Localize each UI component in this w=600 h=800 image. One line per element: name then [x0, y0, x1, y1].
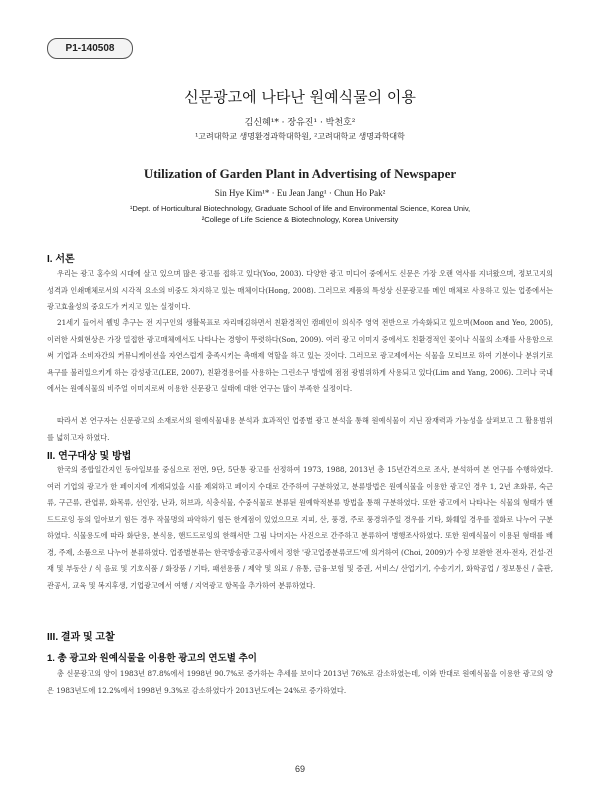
authors-english: Sin Hye Kim¹* · Eu Jean Jang¹ · Chun Ho Pak² — [214, 188, 386, 198]
affiliation-korean: ¹고려대학교 생명환경과학대학원, ²고려대학교 생명과학대학 — [195, 132, 405, 141]
abstract-id-badge: P1-140508 — [47, 38, 133, 59]
results-paragraph-1: 총 신문광고의 양이 1983년 87.8%에서 1998년 90.7%로 증가하는 추세를 보이다 2013년 76%로 감소하였는데, 이와 반대로 원예식물을 이용한 광고의 양은 1983년도에 12.2%에서 1998년 9.3%로 감소하였다가 2013년도에는 24%로 증가하였다. — [47, 669, 553, 695]
intro-paragraph-2: 21세기 들어서 웰빙 추구는 전 지구인의 생활목표로 자리매김하면서 친환경적인 캠페인이 의식주 영역 전반으로 가속화되고 있으며(Moon and Yeo, 2005), 이러한 사회현상은 가장 밀접한 광고매체에서도 나타나는 경향이 뚜렷하다(Son, 2009). 여러 광고 이미지 중에서도 친환경적인 꽃이나 식물의 소재를 사용함으로써 기업과 소비자간의 커뮤니케이션을 자연스럽게 충족시키는 촉매제 역할을 하고 있는 것이다. 그러므로 광고제에서는 식물을 모티브로 하여 기분이나 분위기로 욕구를 불러일으키게 하는 감성광고(LEE, 2007), 친환경용어를 사용하는 그린소구 방법에 점점 광범위하게 사용되고 있다(Lim and Yang, 2006). 그러나 국내에서는 원예식물의 비주얼 이미지로써 이용한 신문광고 실태에 대한 연구는 많이 부족한 실정이다. — [47, 318, 553, 393]
title-korean: 신문광고에 나타난 원예식물의 이용 — [184, 88, 416, 106]
authors-korean: 김신혜¹* · 장유진¹ · 박천호² — [244, 118, 356, 128]
section-heading-results: III. 결과 및 고찰 — [47, 632, 115, 643]
affiliation-english-1: ¹Dept. of Horticultural Biotechnology, Graduate School of life and Environmental Science, Korea Univ, — [129, 204, 471, 213]
methods-paragraph-1: 한국의 종합일간지인 동아일보를 중심으로 전면, 9단, 5단통 광고를 선정하여 1973, 1988, 2013년 총 15년간격으로 조사, 분석하여 본 연구를 수행하였다. 여러 기업의 광고가 한 페이지에 게재되었을 시를 제외하고 페이지 수대로 간주하여 구분하였고, 분류방법은 원예식물을 이용한 광고인 경우 1, 2년 초화류, 숙근류, 구근류, 관엽류, 화목류, 선인장, 난과, 허브과, 식충식물, 수중식물로 분류된 원예학적분류 방법을 통해 구분하였다. 또한 광고에서 나타나는 식물의 형태가 핸드드로잉 등의 일아보기 힘든 경우 작물명의 파악하기 힘든 한계점이 있었으므로 지피, 산, 풍경, 주로 풍경위주일 경우를 기타, 화훼일 경우를 절화로 나누어 구분하였다. 식물용도에 따라 화단용, 분식용, 핸드드로잉의 한해서만 그림 나머지는 사진으로 간주하고 분류하여 병행조사하였다. 또한 원예식물이 이용된 형태를 배경, 주제, 소품으로 나누어 분류하였다. 업종별분류는 한국방송광고공사에서 정한 '광고업종분류코드'에 의거하여 (Choi, 2009)가 수정 보완한 전자·전자, 건설·건재 및 부동산 / 식 음료 및 기호식품 / 화장품 / 기타, 패션용품 / 제약 및 의료 / 유통, 금융·보험 및 증권, 서비스/ 산업기기, 수송기기, 화학공업 / 정보통신 / 출판, 관공서, 교육 및 복지후생, 기업광고에서 여행 / 지역광고 항목을 추가하여 분류하였다. — [47, 465, 553, 590]
results-subheading-1: 1. 총 광고와 원예식물을 이용한 광고의 연도별 추이 — [47, 653, 257, 664]
page-number: 69 — [294, 764, 305, 774]
title-english: Utilization of Garden Plant in Advertising of Newspaper — [143, 166, 457, 181]
section-heading-intro: I. 서론 — [47, 254, 75, 265]
intro-paragraph-3: 따라서 본 연구자는 신문광고의 소재로서의 원예식물내용 분석과 효과적인 업종별 광고 분석을 통해 원예식물이 지닌 잠재력과 가능성을 살펴보고 그 활용범위를 넓히고자 하였다. — [47, 416, 553, 442]
intro-paragraph-1: 우리는 광고 홍수의 시대에 살고 있으며 많은 광고를 접하고 있다(Yoo, 2003). 다양한 광고 미디어 중에서도 신문은 가장 오랜 역사를 지녀왔으며, 정보고지의 성격과 인쇄매체로서의 시각적 요소의 비중도 차지하고 있는 매체이다(Hong, 2008). 그러므로 제품의 특성상 신문광고를 메인 매체로 사용하고 있는 업종에서는 광고효율성의 중요도가 커지고 있는 실정이다. — [47, 269, 553, 311]
section-heading-methods: II. 연구대상 및 방법 — [47, 451, 132, 462]
affiliation-english-2: ²College of Life Science & Biotechnology, Korea University — [201, 215, 399, 224]
